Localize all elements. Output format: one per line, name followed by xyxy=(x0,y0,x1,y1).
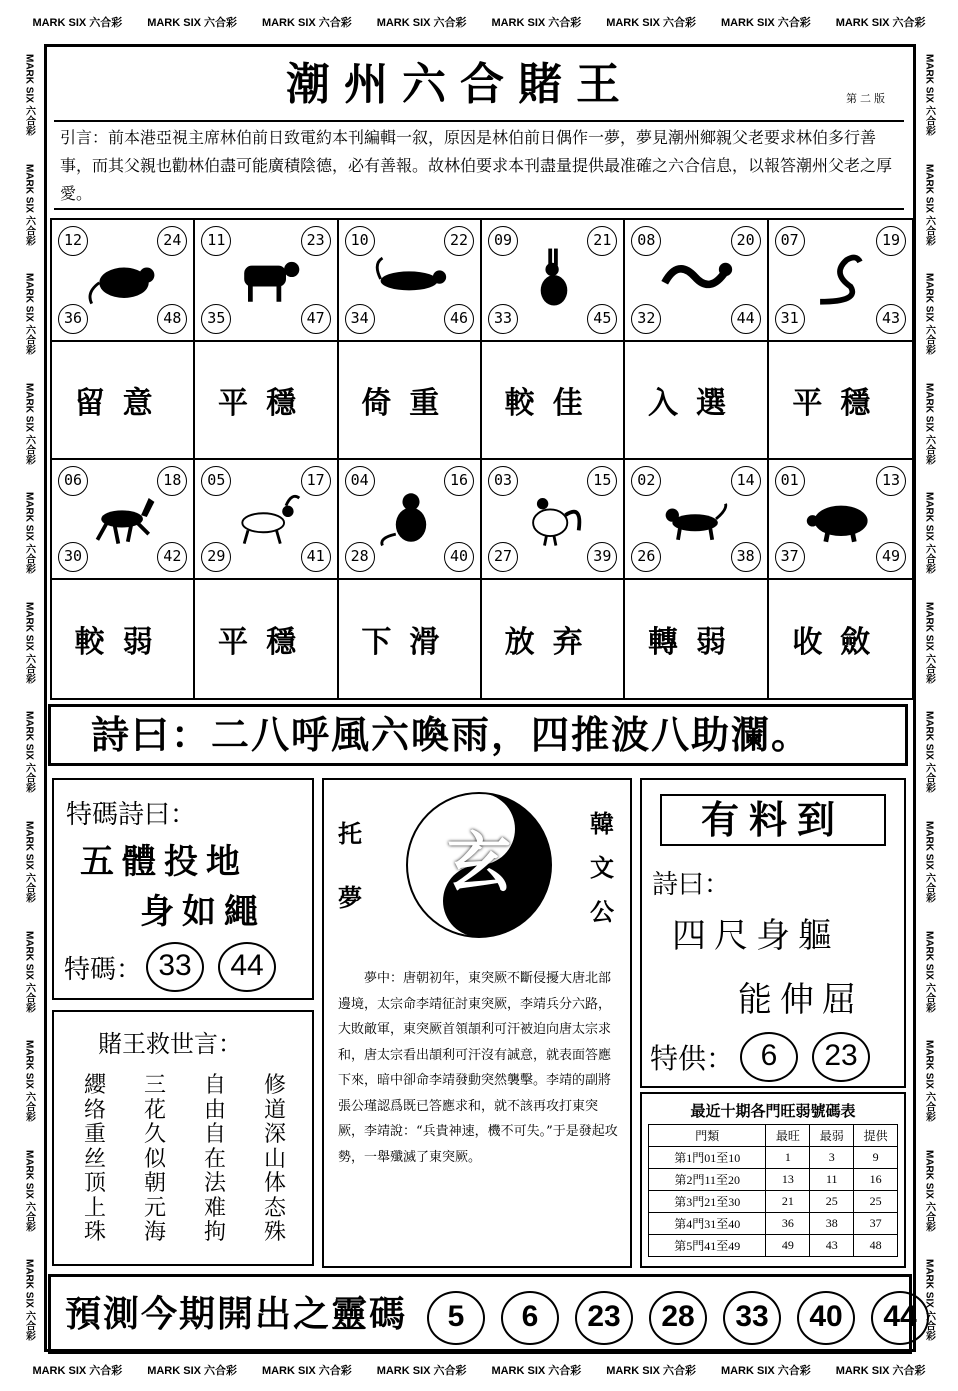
brand-mark: MARK SIX 六合彩 xyxy=(23,382,35,465)
zodiac-number: 10 xyxy=(345,226,375,256)
prediction-number: 44 xyxy=(871,1291,929,1345)
zodiac-number: 35 xyxy=(201,304,231,334)
saying-char: 顶 xyxy=(84,1171,107,1196)
brand-mark: MARK SIX 六合彩 xyxy=(261,1365,352,1377)
zodiac-cell-snake xyxy=(769,220,912,342)
brand-mark: MARK SIX 六合彩 xyxy=(720,1365,811,1377)
table-cell-hot: 13 xyxy=(766,1169,810,1191)
zodiac-number: 03 xyxy=(488,466,518,496)
column-header: 提供 xyxy=(854,1125,898,1147)
zodiac-number: 48 xyxy=(157,304,187,334)
zodiac-number: 37 xyxy=(775,542,805,572)
zodiac-number: 16 xyxy=(444,466,474,496)
dog-icon xyxy=(659,484,735,552)
sayings-box xyxy=(52,1010,314,1266)
zodiac-verdict: 平穩 xyxy=(195,342,338,460)
prediction-number: 6 xyxy=(501,1291,559,1345)
page-title: 潮州六合賭王 xyxy=(286,59,634,110)
news-box xyxy=(640,778,906,1088)
saying-column xyxy=(204,1074,226,1246)
table-cell-hot: 1 xyxy=(766,1147,810,1169)
saying-char: 久 xyxy=(144,1122,167,1147)
zodiac-number: 47 xyxy=(301,304,331,334)
dragon-icon xyxy=(659,244,735,312)
brand-border-bottom xyxy=(20,1360,938,1380)
special-code-box xyxy=(52,778,314,1000)
rat-icon xyxy=(86,244,162,312)
zodiac-number: 04 xyxy=(345,466,375,496)
snake-icon xyxy=(803,244,879,312)
saying-char: 修 xyxy=(264,1073,287,1098)
zodiac-number: 27 xyxy=(488,542,518,572)
special-label: 特碼詩曰： xyxy=(66,800,197,830)
zodiac-verdict: 較佳 xyxy=(482,342,625,460)
table-cell-door: 第1門01至10 xyxy=(649,1147,766,1169)
brand-mark: MARK SIX 六合彩 xyxy=(923,601,935,684)
zodiac-number: 49 xyxy=(876,542,906,572)
prediction-numbers xyxy=(427,1291,929,1345)
table-cell-door: 第4門31至40 xyxy=(649,1213,766,1235)
zodiac-number: 07 xyxy=(775,226,805,256)
saying-char: 殊 xyxy=(264,1220,287,1245)
zodiac-verdict: 收斂 xyxy=(792,625,889,660)
sayings-columns xyxy=(84,1074,286,1246)
zodiac-number: 17 xyxy=(301,466,331,496)
dream-left-label: 托夢 xyxy=(338,819,362,912)
special-line-1: 五體投地 xyxy=(80,842,248,882)
zodiac-verdict: 倚重 xyxy=(339,342,482,460)
saying-char: 体 xyxy=(264,1171,287,1196)
zodiac-number: 34 xyxy=(345,304,375,334)
zodiac-cell-dragon xyxy=(625,220,768,342)
news-code-number: 23 xyxy=(812,1032,870,1082)
saying-char: 自 xyxy=(204,1073,227,1098)
table-cell-weak: 25 xyxy=(810,1191,854,1213)
table-cell-hot: 49 xyxy=(766,1235,810,1257)
brand-mark: MARK SIX 六合彩 xyxy=(23,1259,35,1341)
brand-mark: MARK SIX 六合彩 xyxy=(23,1040,35,1122)
news-code-row xyxy=(650,1032,884,1082)
brand-mark: MARK SIX 六合彩 xyxy=(720,17,811,29)
brand-mark: MARK SIX 六合彩 xyxy=(923,711,935,794)
zodiac-cell-tiger xyxy=(339,220,482,342)
saying-char: 拘 xyxy=(204,1220,227,1245)
zodiac-number: 18 xyxy=(157,466,187,496)
brand-mark: MARK SIX 六合彩 xyxy=(923,163,935,246)
saying-char: 难 xyxy=(204,1195,227,1221)
saying-char: 法 xyxy=(204,1171,227,1196)
table-cell-weak: 43 xyxy=(810,1235,854,1257)
brand-mark: MARK SIX 六合彩 xyxy=(147,17,238,29)
zodiac-number: 13 xyxy=(876,466,906,496)
zodiac-number: 02 xyxy=(631,466,661,496)
brand-mark: MARK SIX 六合彩 xyxy=(923,492,935,574)
dream-text: 夢中：唐朝初年，東突厥不斷侵擾大唐北部邊境，太宗命李靖征討東突厥，李靖兵分六路，大敗敵軍，東突厥首領頡利可汗被迫向唐太宗求和，唐太宗看出頡利可汗沒有誠意，就表面答應下來，暗中卻命李靖發動突然襲擊。李靖的副將張公瑾認爲既已答應求和，就不該再攻打東突厥，李靖說：“兵貴神速，機不可失。”于是發起攻勢，一舉殲滅了東突厥。 xyxy=(338,971,618,1165)
brand-mark: MARK SIX 六合彩 xyxy=(923,1149,935,1232)
saying-char: 丝 xyxy=(84,1146,107,1172)
zodiac-number: 42 xyxy=(157,542,187,572)
brand-mark: MARK SIX 六合彩 xyxy=(32,17,123,29)
brand-mark: MARK SIX 六合彩 xyxy=(835,1365,926,1377)
table-row xyxy=(649,1147,898,1169)
zodiac-cell-rabbit xyxy=(482,220,625,342)
saying-char: 上 xyxy=(84,1195,107,1221)
zodiac-verdict: 平穩 xyxy=(769,342,912,460)
brand-mark: MARK SIX 六合彩 xyxy=(376,17,467,29)
table-cell-offer: 37 xyxy=(854,1213,898,1235)
brand-mark: MARK SIX 六合彩 xyxy=(923,53,935,136)
monkey-icon xyxy=(373,484,449,552)
zodiac-cell-pig xyxy=(769,460,912,580)
brand-border-right xyxy=(918,40,940,1355)
brand-mark: MARK SIX 六合彩 xyxy=(23,53,35,136)
zodiac-cell-rat xyxy=(52,220,195,342)
news-title: 有料到 xyxy=(660,794,886,846)
zodiac-cell-ox xyxy=(195,220,338,342)
special-code-row xyxy=(64,942,290,992)
prediction-number: 33 xyxy=(723,1291,781,1345)
column-header: 門類 xyxy=(649,1125,766,1147)
hot-weak-table xyxy=(648,1124,898,1257)
table-cell-offer: 9 xyxy=(854,1147,898,1169)
table-cell-hot: 36 xyxy=(766,1213,810,1235)
saying-char: 络 xyxy=(84,1097,107,1123)
poem-banner: 詩曰：二八呼風六喚雨，四推波八助瀾。 xyxy=(48,704,908,766)
saying-char: 重 xyxy=(84,1122,107,1147)
zodiac-verdict: 轉弱 xyxy=(625,580,768,698)
zodiac-verdict: 較弱 xyxy=(52,580,195,698)
zodiac-cell-goat xyxy=(195,460,338,580)
saying-char: 似 xyxy=(144,1146,167,1172)
table-cell-weak: 11 xyxy=(810,1169,854,1191)
saying-char: 自 xyxy=(204,1122,227,1147)
news-code-number: 6 xyxy=(740,1032,798,1082)
brand-mark: MARK SIX 六合彩 xyxy=(835,17,926,29)
zodiac-number: 09 xyxy=(488,226,518,256)
brand-mark: MARK SIX 六合彩 xyxy=(23,930,35,1013)
zodiac-number: 40 xyxy=(444,542,474,572)
dream-right-label: 韓文公 xyxy=(590,809,614,926)
zodiac-number: 31 xyxy=(775,304,805,334)
brand-mark: MARK SIX 六合彩 xyxy=(147,1365,238,1377)
table-cell-offer: 16 xyxy=(854,1169,898,1191)
table-row xyxy=(649,1213,898,1235)
zodiac-number: 44 xyxy=(731,304,761,334)
table-cell-hot: 21 xyxy=(766,1191,810,1213)
zodiac-number: 05 xyxy=(201,466,231,496)
brand-mark: MARK SIX 六合彩 xyxy=(923,930,935,1013)
intro-text: 引言：前本港亞視主席林伯前日致電約本刊編輯一叙，原因是林伯前日偶作一夢，夢見潮州鄉親父老要求林伯多行善事，而其父親也勸林伯盡可能廣積陰德，必有善報。故林伯要求本刊盡量提供最准確之六合信息，以報答潮州父老之厚愛。 xyxy=(54,120,904,210)
brand-mark: MARK SIX 六合彩 xyxy=(261,17,352,29)
brand-mark: MARK SIX 六合彩 xyxy=(606,1365,697,1377)
table-cell-weak: 3 xyxy=(810,1147,854,1169)
dream-box xyxy=(322,778,632,1268)
zodiac-number: 46 xyxy=(444,304,474,334)
saying-char: 海 xyxy=(144,1220,167,1245)
saying-char: 元 xyxy=(144,1195,167,1221)
zodiac-verdict: 平穩 xyxy=(195,580,338,698)
zodiac-cell-horse xyxy=(52,460,195,580)
column-header: 最旺 xyxy=(766,1125,810,1147)
zodiac-number: 39 xyxy=(587,542,617,572)
special-code-number: 44 xyxy=(218,942,276,992)
brand-mark: MARK SIX 六合彩 xyxy=(491,1365,582,1377)
zodiac-number: 38 xyxy=(731,542,761,572)
saying-char: 山 xyxy=(264,1146,287,1172)
saying-column xyxy=(144,1074,166,1246)
rabbit-icon xyxy=(516,244,592,312)
column-header: 最弱 xyxy=(810,1125,854,1147)
brand-mark: MARK SIX 六合彩 xyxy=(23,492,35,574)
news-line-2: 能伸屈 xyxy=(738,980,864,1020)
zodiac-cell-monkey xyxy=(339,460,482,580)
zodiac-number: 01 xyxy=(775,466,805,496)
table-cell-weak: 38 xyxy=(810,1213,854,1235)
table-cell-door: 第3門21至30 xyxy=(649,1191,766,1213)
zodiac-number: 32 xyxy=(631,304,661,334)
zodiac-number: 22 xyxy=(444,226,474,256)
table-header-row xyxy=(649,1125,898,1147)
zodiac-number: 29 xyxy=(201,542,231,572)
zodiac-number: 15 xyxy=(587,466,617,496)
saying-char: 朝 xyxy=(144,1171,167,1196)
saying-char: 由 xyxy=(204,1097,227,1123)
saying-char: 纓 xyxy=(84,1073,107,1098)
table-row xyxy=(649,1191,898,1213)
zodiac-number: 14 xyxy=(731,466,761,496)
brand-mark: MARK SIX 六合彩 xyxy=(923,382,935,465)
edition-label: 第二版 xyxy=(846,92,888,105)
saying-char: 态 xyxy=(264,1195,287,1221)
zodiac-number: 41 xyxy=(301,542,331,572)
zodiac-verdict: 下滑 xyxy=(339,580,482,698)
zodiac-number: 11 xyxy=(201,226,231,256)
zodiac-number: 23 xyxy=(301,226,331,256)
zodiac-number: 36 xyxy=(58,304,88,334)
tiger-icon xyxy=(373,244,449,312)
brand-mark: MARK SIX 六合彩 xyxy=(923,1040,935,1122)
saying-char: 珠 xyxy=(84,1220,107,1245)
zodiac-number: 19 xyxy=(876,226,906,256)
zodiac-number: 26 xyxy=(631,542,661,572)
brand-mark: MARK SIX 六合彩 xyxy=(23,1149,35,1232)
zodiac-number: 33 xyxy=(488,304,518,334)
brand-mark: MARK SIX 六合彩 xyxy=(32,1365,123,1377)
prediction-number: 40 xyxy=(797,1291,855,1345)
prediction-number: 5 xyxy=(427,1291,485,1345)
special-code-label: 特碼： xyxy=(64,954,143,985)
brand-mark: MARK SIX 六合彩 xyxy=(923,273,935,355)
brand-mark: MARK SIX 六合彩 xyxy=(23,601,35,684)
zodiac-number: 28 xyxy=(345,542,375,572)
zodiac-number: 30 xyxy=(58,542,88,572)
brand-mark: MARK SIX 六合彩 xyxy=(376,1365,467,1377)
brand-mark: MARK SIX 六合彩 xyxy=(491,17,582,29)
zodiac-verdict: 留意 xyxy=(52,342,195,460)
brand-mark: MARK SIX 六合彩 xyxy=(606,17,697,29)
brand-mark: MARK SIX 六合彩 xyxy=(923,821,935,903)
brand-mark: MARK SIX 六合彩 xyxy=(23,711,35,794)
table-cell-door: 第2門11至20 xyxy=(649,1169,766,1191)
zodiac-verdict: 入選 xyxy=(625,342,768,460)
zodiac-number: 12 xyxy=(58,226,88,256)
saying-char: 在 xyxy=(204,1146,227,1172)
brand-mark: MARK SIX 六合彩 xyxy=(23,821,35,903)
zodiac-cell-rooster xyxy=(482,460,625,580)
zodiac-number: 06 xyxy=(58,466,88,496)
zodiac-grid xyxy=(50,218,914,700)
news-code-label: 特供： xyxy=(650,1042,735,1075)
zodiac-verdict: 放弃 xyxy=(482,580,625,698)
brand-border-top xyxy=(20,12,938,32)
brand-mark: MARK SIX 六合彩 xyxy=(923,1259,935,1341)
hot-table-title: 最近十期各門旺弱號碼表 xyxy=(690,1102,856,1120)
saying-char: 深 xyxy=(264,1122,287,1147)
table-cell-offer: 25 xyxy=(854,1191,898,1213)
news-label: 詩曰： xyxy=(652,870,731,900)
horse-icon xyxy=(86,484,162,552)
prediction-number: 28 xyxy=(649,1291,707,1345)
zodiac-number: 08 xyxy=(631,226,661,256)
dream-symbol: 玄 xyxy=(447,826,511,901)
saying-char: 三 xyxy=(144,1073,167,1098)
special-code-number: 33 xyxy=(146,942,204,992)
saying-column xyxy=(84,1074,106,1246)
brand-border-left xyxy=(18,40,40,1355)
sayings-title: 賭王救世言： xyxy=(98,1030,242,1058)
zodiac-number: 21 xyxy=(587,226,617,256)
news-line-1: 四尺身軀 xyxy=(672,916,840,956)
saying-char: 道 xyxy=(264,1097,287,1123)
brand-mark: MARK SIX 六合彩 xyxy=(23,163,35,246)
saying-char: 花 xyxy=(144,1097,167,1123)
zodiac-number: 45 xyxy=(587,304,617,334)
prediction-number: 23 xyxy=(575,1291,633,1345)
prediction-label: 預測今期開出之靈碼 xyxy=(65,1294,408,1335)
zodiac-number: 24 xyxy=(157,226,187,256)
table-cell-door: 第5門41至49 xyxy=(649,1235,766,1257)
rooster-icon xyxy=(516,484,592,552)
hot-weak-table-box xyxy=(640,1092,906,1268)
table-cell-offer: 48 xyxy=(854,1235,898,1257)
brand-mark: MARK SIX 六合彩 xyxy=(23,273,35,355)
table-row xyxy=(649,1235,898,1257)
goat-icon xyxy=(229,484,305,552)
table-row xyxy=(649,1169,898,1191)
pig-icon xyxy=(803,484,879,552)
zodiac-number: 20 xyxy=(731,226,761,256)
zodiac-number: 43 xyxy=(876,304,906,334)
zodiac-cell-dog xyxy=(625,460,768,580)
saying-column xyxy=(264,1074,286,1246)
ox-icon xyxy=(229,244,305,312)
special-line-2: 身如繩 xyxy=(140,892,266,932)
prediction-bar xyxy=(48,1274,917,1354)
